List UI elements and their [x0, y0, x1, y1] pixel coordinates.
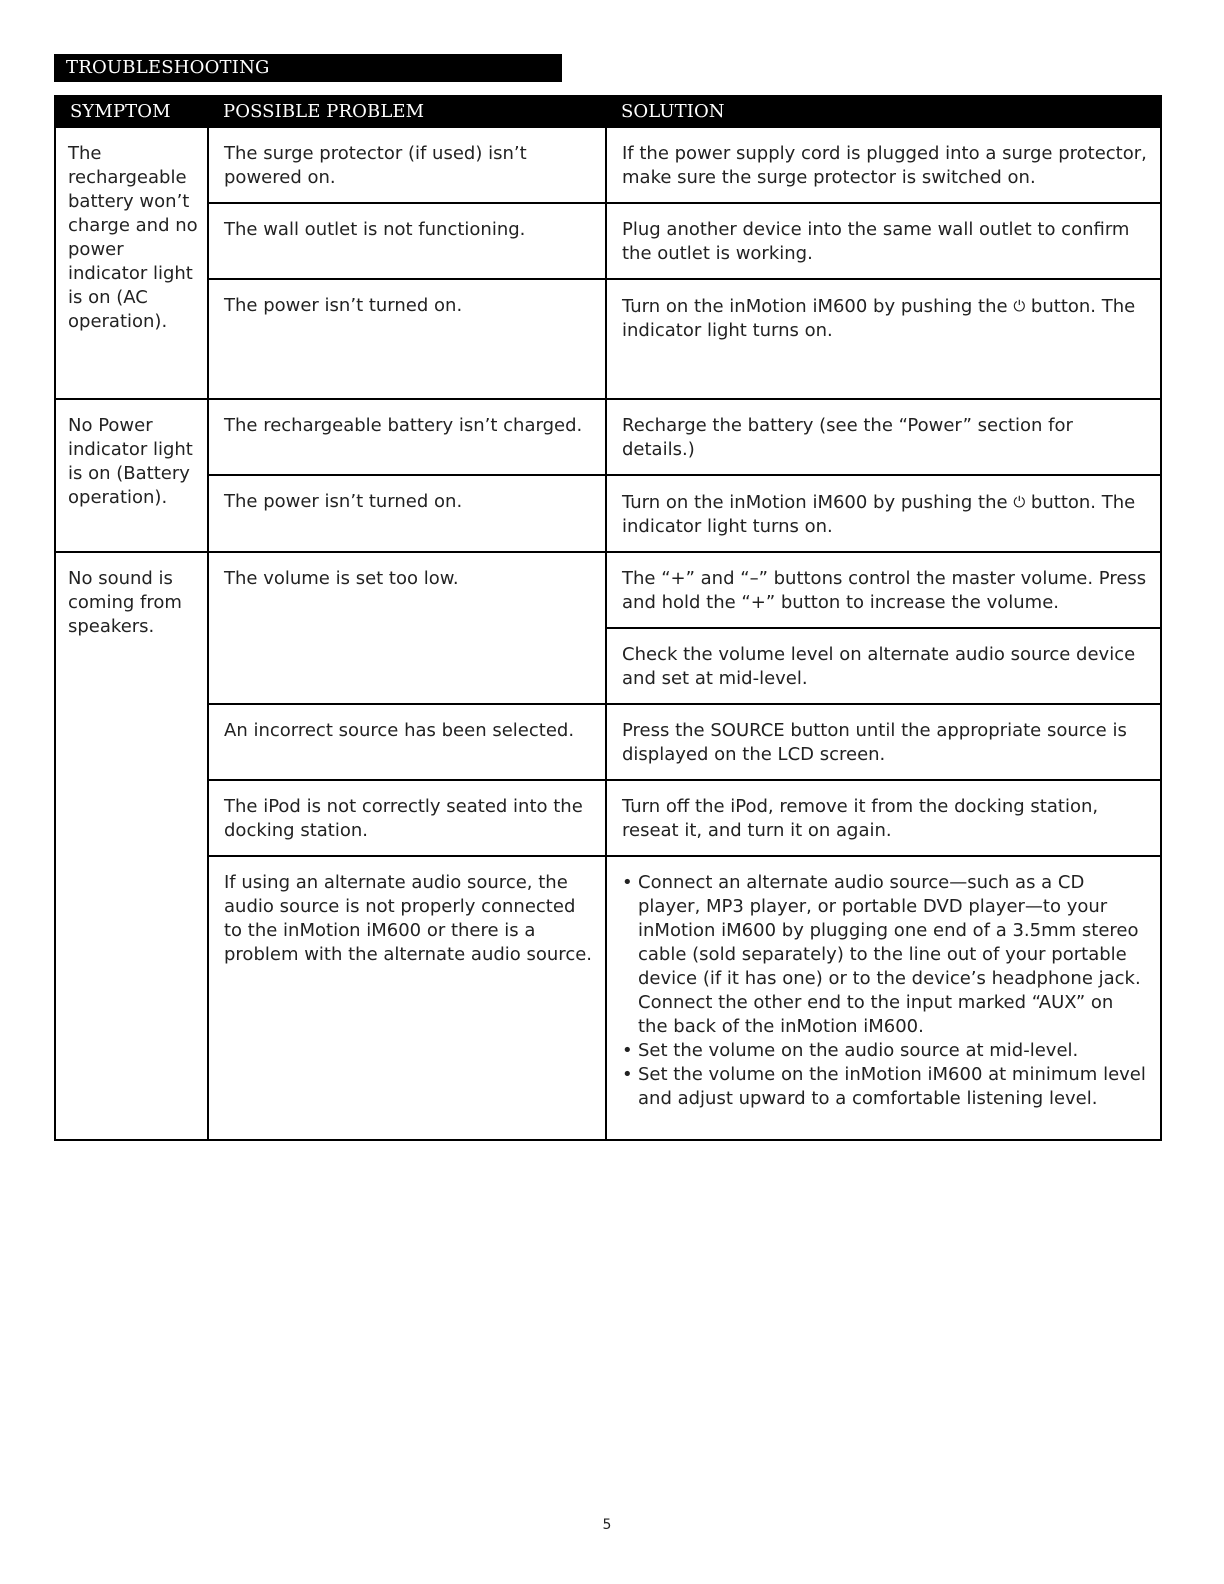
solution-cell: Turn off the iPod, remove it from the docking station, reseat it, and turn it on again. [606, 780, 1161, 856]
list-item: • Connect an alternate audio source—such as a CD player, MP3 player, or portable DVD player—to your inMotion iM600 by plugging one end of a 3.5mm stereo cable (sold separately) to the line out of your portable device (if it has one) or to the device’s headphone jack. Connect the other end to the input marked “AUX” on the back of the inMotion iM600. [638, 871, 1148, 1039]
section-title: TROUBLESHOOTING [54, 54, 562, 82]
power-icon: ⏻ [1013, 493, 1026, 511]
header-possible-problem: POSSIBLE PROBLEM [208, 96, 606, 127]
page-number: 5 [602, 1517, 612, 1533]
solution-cell [606, 279, 1161, 399]
list-item: • Set the volume on the audio source at mid-level. [638, 1039, 1148, 1063]
symptom-cell: No sound is coming from speakers. [55, 552, 208, 1140]
problem-cell: The surge protector (if used) isn’t powered on. [208, 127, 606, 203]
table-row [55, 856, 1161, 1140]
problem-cell: The iPod is not correctly seated into the docking station. [208, 780, 606, 856]
symptom-cell: No Power indicator light is on (Battery operation). [55, 399, 208, 552]
solution-cell: Recharge the battery (see the “Power” section for details.) [606, 399, 1161, 475]
table-row [55, 475, 1161, 552]
problem-cell: The power isn’t turned on. [208, 279, 606, 399]
solution-cell: Press the SOURCE button until the appropriate source is displayed on the LCD screen. [606, 704, 1161, 780]
troubleshooting-table [54, 95, 1162, 1141]
table-row [55, 279, 1161, 399]
problem-cell: The power isn’t turned on. [208, 475, 606, 552]
power-icon: ⏻ [1013, 297, 1026, 315]
solution-text: button. The indicator light turns on. [622, 296, 1136, 341]
solution-cell: Plug another device into the same wall outlet to confirm the outlet is working. [606, 203, 1161, 279]
solution-cell: If the power supply cord is plugged into a surge protector, make sure the surge protector is switched on. [606, 127, 1161, 203]
problem-cell: If using an alternate audio source, the audio source is not properly connected to the inMotion iM600 or there is a problem with the alternate audio source. [208, 856, 606, 1140]
problem-cell: The volume is set too low. [208, 552, 606, 704]
solution-cell [606, 475, 1161, 552]
table-row [55, 399, 1161, 475]
table-row [55, 552, 1161, 628]
solution-text: Turn on the inMotion iM600 by pushing the [622, 296, 1008, 317]
table-row [55, 203, 1161, 279]
header-symptom: SYMPTOM [55, 96, 208, 127]
symptom-cell: The rechargeable battery won’t charge and no power indicator light is on (AC operation). [55, 127, 208, 399]
solution-bullet-list [622, 871, 1148, 1111]
solution-cell: The “+” and “–” buttons control the master volume. Press and hold the “+” button to increase the volume. [606, 552, 1161, 628]
problem-cell: An incorrect source has been selected. [208, 704, 606, 780]
solution-text: Turn on the inMotion iM600 by pushing the [622, 492, 1008, 513]
header-solution: SOLUTION [606, 96, 1161, 127]
table-row [55, 780, 1161, 856]
list-item: • Set the volume on the inMotion iM600 at minimum level and adjust upward to a comfortable listening level. [638, 1063, 1148, 1111]
problem-cell: The wall outlet is not functioning. [208, 203, 606, 279]
table-row [55, 127, 1161, 203]
solution-cell [606, 856, 1161, 1140]
table-row [55, 704, 1161, 780]
problem-cell: The rechargeable battery isn’t charged. [208, 399, 606, 475]
solution-cell: Check the volume level on alternate audio source device and set at mid-level. [606, 628, 1161, 704]
table-header-row [55, 96, 1161, 127]
solution-text: button. The indicator light turns on. [622, 492, 1136, 537]
